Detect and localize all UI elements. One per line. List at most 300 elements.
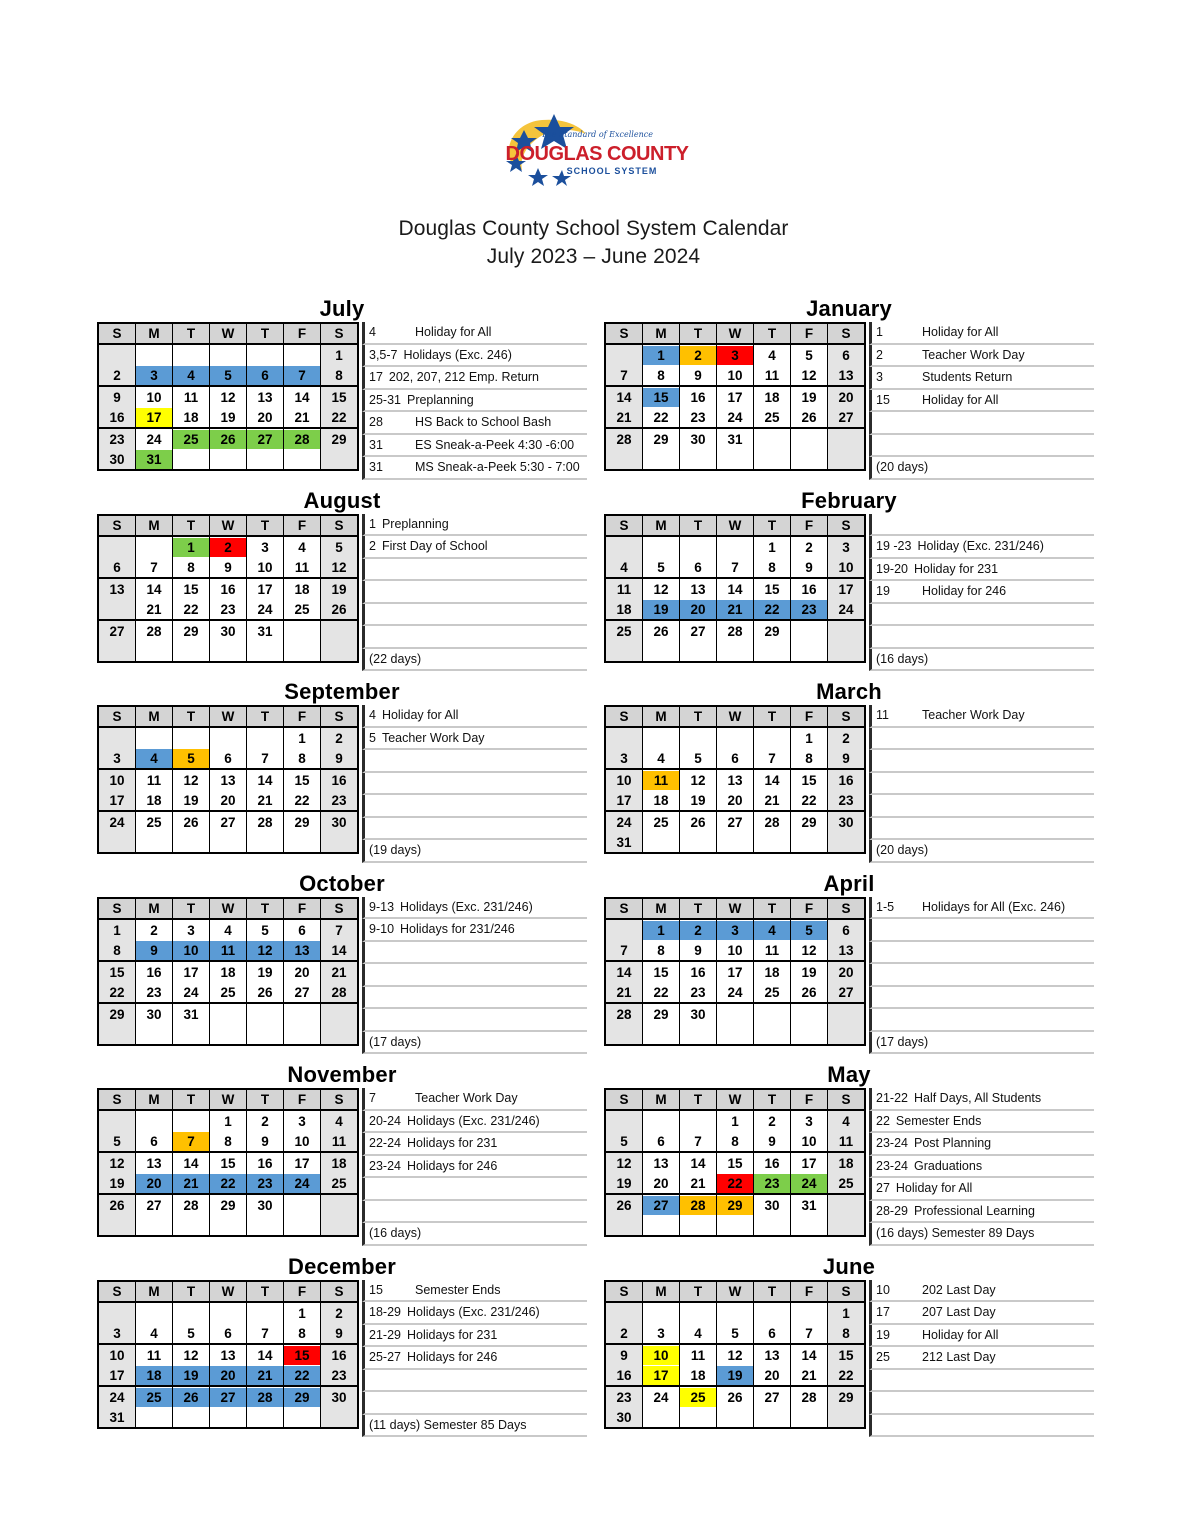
day-cell[interactable] xyxy=(605,1344,643,1365)
day-cell[interactable] xyxy=(605,982,643,1003)
day-cell[interactable] xyxy=(210,1131,247,1152)
day-cell[interactable] xyxy=(173,748,210,769)
day-cell[interactable] xyxy=(284,1386,321,1407)
day-cell[interactable] xyxy=(321,1365,359,1386)
day-cell[interactable] xyxy=(680,1173,717,1194)
day-cell[interactable] xyxy=(284,1173,321,1194)
day-cell[interactable] xyxy=(605,940,643,961)
day-cell[interactable] xyxy=(284,982,321,1003)
day-cell[interactable] xyxy=(680,748,717,769)
day-cell[interactable] xyxy=(717,919,754,940)
day-cell[interactable] xyxy=(643,790,680,811)
day-cell[interactable] xyxy=(136,1323,173,1344)
day-cell[interactable] xyxy=(284,365,321,386)
day-cell[interactable] xyxy=(321,919,359,940)
day-cell[interactable] xyxy=(717,1194,754,1215)
day-cell[interactable] xyxy=(754,620,791,641)
day-cell[interactable] xyxy=(284,1344,321,1365)
day-cell[interactable] xyxy=(754,940,791,961)
day-cell[interactable] xyxy=(136,961,173,982)
day-cell[interactable] xyxy=(605,1152,643,1173)
day-cell[interactable] xyxy=(791,386,828,407)
day-cell[interactable] xyxy=(173,1323,210,1344)
day-cell[interactable] xyxy=(717,940,754,961)
day-cell[interactable] xyxy=(791,769,828,790)
day-cell[interactable] xyxy=(828,407,866,428)
day-cell[interactable] xyxy=(828,1131,866,1152)
day-cell[interactable] xyxy=(754,536,791,557)
day-cell[interactable] xyxy=(173,365,210,386)
day-cell[interactable] xyxy=(754,1365,791,1386)
day-cell[interactable] xyxy=(247,599,284,620)
day-cell[interactable] xyxy=(247,940,284,961)
day-cell[interactable] xyxy=(605,1407,643,1428)
day-cell[interactable] xyxy=(680,790,717,811)
day-cell[interactable] xyxy=(173,940,210,961)
day-cell[interactable] xyxy=(754,982,791,1003)
day-cell[interactable] xyxy=(136,1386,173,1407)
day-cell[interactable] xyxy=(210,1323,247,1344)
day-cell[interactable] xyxy=(828,811,866,832)
day-cell[interactable] xyxy=(321,1302,359,1323)
day-cell[interactable] xyxy=(717,1323,754,1344)
day-cell[interactable] xyxy=(828,961,866,982)
day-cell[interactable] xyxy=(321,1323,359,1344)
day-cell[interactable] xyxy=(284,961,321,982)
day-cell[interactable] xyxy=(791,365,828,386)
day-cell[interactable] xyxy=(321,940,359,961)
day-cell[interactable] xyxy=(210,1194,247,1215)
day-cell[interactable] xyxy=(717,748,754,769)
day-cell[interactable] xyxy=(321,811,359,832)
day-cell[interactable] xyxy=(284,1365,321,1386)
day-cell[interactable] xyxy=(321,428,359,449)
day-cell[interactable] xyxy=(754,1386,791,1407)
day-cell[interactable] xyxy=(643,961,680,982)
day-cell[interactable] xyxy=(828,599,866,620)
day-cell[interactable] xyxy=(680,428,717,449)
day-cell[interactable] xyxy=(605,428,643,449)
day-cell[interactable] xyxy=(643,1003,680,1024)
day-cell[interactable] xyxy=(791,1131,828,1152)
day-cell[interactable] xyxy=(136,1152,173,1173)
day-cell[interactable] xyxy=(754,748,791,769)
day-cell[interactable] xyxy=(210,769,247,790)
day-cell[interactable] xyxy=(321,1131,359,1152)
day-cell[interactable] xyxy=(247,578,284,599)
day-cell[interactable] xyxy=(247,407,284,428)
day-cell[interactable] xyxy=(643,428,680,449)
day-cell[interactable] xyxy=(717,1152,754,1173)
day-cell[interactable] xyxy=(284,940,321,961)
day-cell[interactable] xyxy=(605,1194,643,1215)
day-cell[interactable] xyxy=(247,961,284,982)
day-cell[interactable] xyxy=(173,1194,210,1215)
day-cell[interactable] xyxy=(754,1323,791,1344)
day-cell[interactable] xyxy=(828,386,866,407)
day-cell[interactable] xyxy=(754,1344,791,1365)
day-cell[interactable] xyxy=(284,386,321,407)
day-cell[interactable] xyxy=(247,919,284,940)
day-cell[interactable] xyxy=(680,1131,717,1152)
day-cell[interactable] xyxy=(643,1386,680,1407)
day-cell[interactable] xyxy=(643,1323,680,1344)
day-cell[interactable] xyxy=(828,748,866,769)
day-cell[interactable] xyxy=(284,1131,321,1152)
day-cell[interactable] xyxy=(791,557,828,578)
day-cell[interactable] xyxy=(98,1173,136,1194)
day-cell[interactable] xyxy=(321,1173,359,1194)
day-cell[interactable] xyxy=(754,1152,791,1173)
day-cell[interactable] xyxy=(605,769,643,790)
day-cell[interactable] xyxy=(210,790,247,811)
day-cell[interactable] xyxy=(284,599,321,620)
day-cell[interactable] xyxy=(321,557,359,578)
day-cell[interactable] xyxy=(98,940,136,961)
day-cell[interactable] xyxy=(247,811,284,832)
day-cell[interactable] xyxy=(828,1344,866,1365)
day-cell[interactable] xyxy=(210,1152,247,1173)
day-cell[interactable] xyxy=(717,769,754,790)
day-cell[interactable] xyxy=(680,1344,717,1365)
day-cell[interactable] xyxy=(136,620,173,641)
day-cell[interactable] xyxy=(605,790,643,811)
day-cell[interactable] xyxy=(173,428,210,449)
day-cell[interactable] xyxy=(247,557,284,578)
day-cell[interactable] xyxy=(173,599,210,620)
day-cell[interactable] xyxy=(754,1131,791,1152)
day-cell[interactable] xyxy=(136,1365,173,1386)
day-cell[interactable] xyxy=(828,1386,866,1407)
day-cell[interactable] xyxy=(680,1152,717,1173)
day-cell[interactable] xyxy=(754,557,791,578)
day-cell[interactable] xyxy=(98,1194,136,1215)
day-cell[interactable] xyxy=(98,449,136,470)
day-cell[interactable] xyxy=(680,811,717,832)
day-cell[interactable] xyxy=(210,1386,247,1407)
day-cell[interactable] xyxy=(717,407,754,428)
day-cell[interactable] xyxy=(680,982,717,1003)
day-cell[interactable] xyxy=(643,557,680,578)
day-cell[interactable] xyxy=(680,620,717,641)
day-cell[interactable] xyxy=(173,961,210,982)
day-cell[interactable] xyxy=(321,961,359,982)
day-cell[interactable] xyxy=(173,536,210,557)
day-cell[interactable] xyxy=(173,620,210,641)
day-cell[interactable] xyxy=(98,407,136,428)
day-cell[interactable] xyxy=(210,620,247,641)
day-cell[interactable] xyxy=(98,790,136,811)
day-cell[interactable] xyxy=(754,919,791,940)
day-cell[interactable] xyxy=(643,1173,680,1194)
day-cell[interactable] xyxy=(136,940,173,961)
day-cell[interactable] xyxy=(98,1152,136,1173)
day-cell[interactable] xyxy=(247,428,284,449)
day-cell[interactable] xyxy=(247,1386,284,1407)
day-cell[interactable] xyxy=(321,1110,359,1131)
day-cell[interactable] xyxy=(247,1194,284,1215)
day-cell[interactable] xyxy=(791,1194,828,1215)
day-cell[interactable] xyxy=(210,557,247,578)
day-cell[interactable] xyxy=(791,1344,828,1365)
day-cell[interactable] xyxy=(210,599,247,620)
day-cell[interactable] xyxy=(680,961,717,982)
day-cell[interactable] xyxy=(605,365,643,386)
day-cell[interactable] xyxy=(605,1386,643,1407)
day-cell[interactable] xyxy=(321,982,359,1003)
day-cell[interactable] xyxy=(284,919,321,940)
day-cell[interactable] xyxy=(98,1003,136,1024)
day-cell[interactable] xyxy=(717,620,754,641)
day-cell[interactable] xyxy=(210,811,247,832)
day-cell[interactable] xyxy=(791,1365,828,1386)
day-cell[interactable] xyxy=(791,1110,828,1131)
day-cell[interactable] xyxy=(828,578,866,599)
day-cell[interactable] xyxy=(643,748,680,769)
day-cell[interactable] xyxy=(247,769,284,790)
day-cell[interactable] xyxy=(828,557,866,578)
day-cell[interactable] xyxy=(98,811,136,832)
day-cell[interactable] xyxy=(247,790,284,811)
day-cell[interactable] xyxy=(717,1110,754,1131)
day-cell[interactable] xyxy=(136,557,173,578)
day-cell[interactable] xyxy=(680,407,717,428)
day-cell[interactable] xyxy=(210,919,247,940)
day-cell[interactable] xyxy=(754,365,791,386)
day-cell[interactable] xyxy=(247,982,284,1003)
day-cell[interactable] xyxy=(173,1386,210,1407)
day-cell[interactable] xyxy=(136,386,173,407)
day-cell[interactable] xyxy=(173,1152,210,1173)
day-cell[interactable] xyxy=(321,578,359,599)
day-cell[interactable] xyxy=(136,1173,173,1194)
day-cell[interactable] xyxy=(791,578,828,599)
day-cell[interactable] xyxy=(98,748,136,769)
day-cell[interactable] xyxy=(791,748,828,769)
day-cell[interactable] xyxy=(98,557,136,578)
day-cell[interactable] xyxy=(643,620,680,641)
day-cell[interactable] xyxy=(210,748,247,769)
day-cell[interactable] xyxy=(136,1194,173,1215)
day-cell[interactable] xyxy=(828,536,866,557)
day-cell[interactable] xyxy=(791,1323,828,1344)
day-cell[interactable] xyxy=(754,1194,791,1215)
day-cell[interactable] xyxy=(321,344,359,365)
day-cell[interactable] xyxy=(136,1344,173,1365)
day-cell[interactable] xyxy=(754,407,791,428)
day-cell[interactable] xyxy=(791,919,828,940)
day-cell[interactable] xyxy=(210,1344,247,1365)
day-cell[interactable] xyxy=(643,407,680,428)
day-cell[interactable] xyxy=(791,1152,828,1173)
day-cell[interactable] xyxy=(791,407,828,428)
day-cell[interactable] xyxy=(828,982,866,1003)
day-cell[interactable] xyxy=(173,919,210,940)
day-cell[interactable] xyxy=(321,599,359,620)
day-cell[interactable] xyxy=(210,961,247,982)
day-cell[interactable] xyxy=(605,1173,643,1194)
day-cell[interactable] xyxy=(643,1365,680,1386)
day-cell[interactable] xyxy=(828,790,866,811)
day-cell[interactable] xyxy=(643,811,680,832)
day-cell[interactable] xyxy=(717,599,754,620)
day-cell[interactable] xyxy=(680,599,717,620)
day-cell[interactable] xyxy=(284,790,321,811)
day-cell[interactable] xyxy=(210,940,247,961)
day-cell[interactable] xyxy=(321,386,359,407)
day-cell[interactable] xyxy=(754,790,791,811)
day-cell[interactable] xyxy=(605,578,643,599)
day-cell[interactable] xyxy=(643,344,680,365)
day-cell[interactable] xyxy=(828,1110,866,1131)
day-cell[interactable] xyxy=(247,620,284,641)
day-cell[interactable] xyxy=(136,1131,173,1152)
day-cell[interactable] xyxy=(717,578,754,599)
day-cell[interactable] xyxy=(828,1323,866,1344)
day-cell[interactable] xyxy=(98,1365,136,1386)
day-cell[interactable] xyxy=(136,982,173,1003)
day-cell[interactable] xyxy=(210,578,247,599)
day-cell[interactable] xyxy=(136,1003,173,1024)
day-cell[interactable] xyxy=(173,578,210,599)
day-cell[interactable] xyxy=(643,599,680,620)
day-cell[interactable] xyxy=(98,769,136,790)
day-cell[interactable] xyxy=(136,790,173,811)
day-cell[interactable] xyxy=(605,557,643,578)
day-cell[interactable] xyxy=(98,1323,136,1344)
day-cell[interactable] xyxy=(717,428,754,449)
day-cell[interactable] xyxy=(717,1131,754,1152)
day-cell[interactable] xyxy=(643,982,680,1003)
day-cell[interactable] xyxy=(643,1194,680,1215)
day-cell[interactable] xyxy=(605,407,643,428)
day-cell[interactable] xyxy=(717,790,754,811)
day-cell[interactable] xyxy=(321,1344,359,1365)
day-cell[interactable] xyxy=(643,578,680,599)
day-cell[interactable] xyxy=(680,344,717,365)
day-cell[interactable] xyxy=(643,1131,680,1152)
day-cell[interactable] xyxy=(210,536,247,557)
day-cell[interactable] xyxy=(791,811,828,832)
day-cell[interactable] xyxy=(791,1173,828,1194)
day-cell[interactable] xyxy=(717,982,754,1003)
day-cell[interactable] xyxy=(321,1152,359,1173)
day-cell[interactable] xyxy=(828,769,866,790)
day-cell[interactable] xyxy=(284,811,321,832)
day-cell[interactable] xyxy=(754,961,791,982)
day-cell[interactable] xyxy=(680,919,717,940)
day-cell[interactable] xyxy=(173,1173,210,1194)
day-cell[interactable] xyxy=(754,386,791,407)
day-cell[interactable] xyxy=(680,1386,717,1407)
day-cell[interactable] xyxy=(680,1323,717,1344)
day-cell[interactable] xyxy=(605,832,643,853)
day-cell[interactable] xyxy=(284,536,321,557)
day-cell[interactable] xyxy=(173,1003,210,1024)
day-cell[interactable] xyxy=(643,940,680,961)
day-cell[interactable] xyxy=(680,365,717,386)
day-cell[interactable] xyxy=(98,1407,136,1428)
day-cell[interactable] xyxy=(791,790,828,811)
day-cell[interactable] xyxy=(98,386,136,407)
day-cell[interactable] xyxy=(321,790,359,811)
day-cell[interactable] xyxy=(717,1386,754,1407)
day-cell[interactable] xyxy=(828,365,866,386)
day-cell[interactable] xyxy=(828,1152,866,1173)
day-cell[interactable] xyxy=(136,407,173,428)
day-cell[interactable] xyxy=(173,1131,210,1152)
day-cell[interactable] xyxy=(321,748,359,769)
day-cell[interactable] xyxy=(284,1110,321,1131)
day-cell[interactable] xyxy=(321,769,359,790)
day-cell[interactable] xyxy=(717,365,754,386)
day-cell[interactable] xyxy=(605,386,643,407)
day-cell[interactable] xyxy=(173,982,210,1003)
day-cell[interactable] xyxy=(247,1344,284,1365)
day-cell[interactable] xyxy=(791,961,828,982)
day-cell[interactable] xyxy=(717,1365,754,1386)
day-cell[interactable] xyxy=(284,407,321,428)
day-cell[interactable] xyxy=(173,407,210,428)
day-cell[interactable] xyxy=(605,1365,643,1386)
day-cell[interactable] xyxy=(284,727,321,748)
day-cell[interactable] xyxy=(791,344,828,365)
day-cell[interactable] xyxy=(605,599,643,620)
day-cell[interactable] xyxy=(754,1173,791,1194)
day-cell[interactable] xyxy=(791,1386,828,1407)
day-cell[interactable] xyxy=(828,1173,866,1194)
day-cell[interactable] xyxy=(284,578,321,599)
day-cell[interactable] xyxy=(680,578,717,599)
day-cell[interactable] xyxy=(247,1365,284,1386)
day-cell[interactable] xyxy=(791,599,828,620)
day-cell[interactable] xyxy=(247,386,284,407)
day-cell[interactable] xyxy=(210,428,247,449)
day-cell[interactable] xyxy=(680,1365,717,1386)
day-cell[interactable] xyxy=(98,1386,136,1407)
day-cell[interactable] xyxy=(605,620,643,641)
day-cell[interactable] xyxy=(717,1173,754,1194)
day-cell[interactable] xyxy=(791,536,828,557)
day-cell[interactable] xyxy=(754,344,791,365)
day-cell[interactable] xyxy=(321,365,359,386)
day-cell[interactable] xyxy=(828,344,866,365)
day-cell[interactable] xyxy=(791,940,828,961)
day-cell[interactable] xyxy=(247,1110,284,1131)
day-cell[interactable] xyxy=(210,1365,247,1386)
day-cell[interactable] xyxy=(136,578,173,599)
day-cell[interactable] xyxy=(98,578,136,599)
day-cell[interactable] xyxy=(754,599,791,620)
day-cell[interactable] xyxy=(210,365,247,386)
day-cell[interactable] xyxy=(717,1344,754,1365)
day-cell[interactable] xyxy=(754,578,791,599)
day-cell[interactable] xyxy=(136,599,173,620)
day-cell[interactable] xyxy=(754,769,791,790)
day-cell[interactable] xyxy=(680,557,717,578)
day-cell[interactable] xyxy=(717,557,754,578)
day-cell[interactable] xyxy=(791,727,828,748)
day-cell[interactable] xyxy=(247,1323,284,1344)
day-cell[interactable] xyxy=(643,769,680,790)
day-cell[interactable] xyxy=(210,1173,247,1194)
day-cell[interactable] xyxy=(98,365,136,386)
day-cell[interactable] xyxy=(643,1152,680,1173)
day-cell[interactable] xyxy=(98,961,136,982)
day-cell[interactable] xyxy=(754,1110,791,1131)
day-cell[interactable] xyxy=(173,1344,210,1365)
day-cell[interactable] xyxy=(680,940,717,961)
